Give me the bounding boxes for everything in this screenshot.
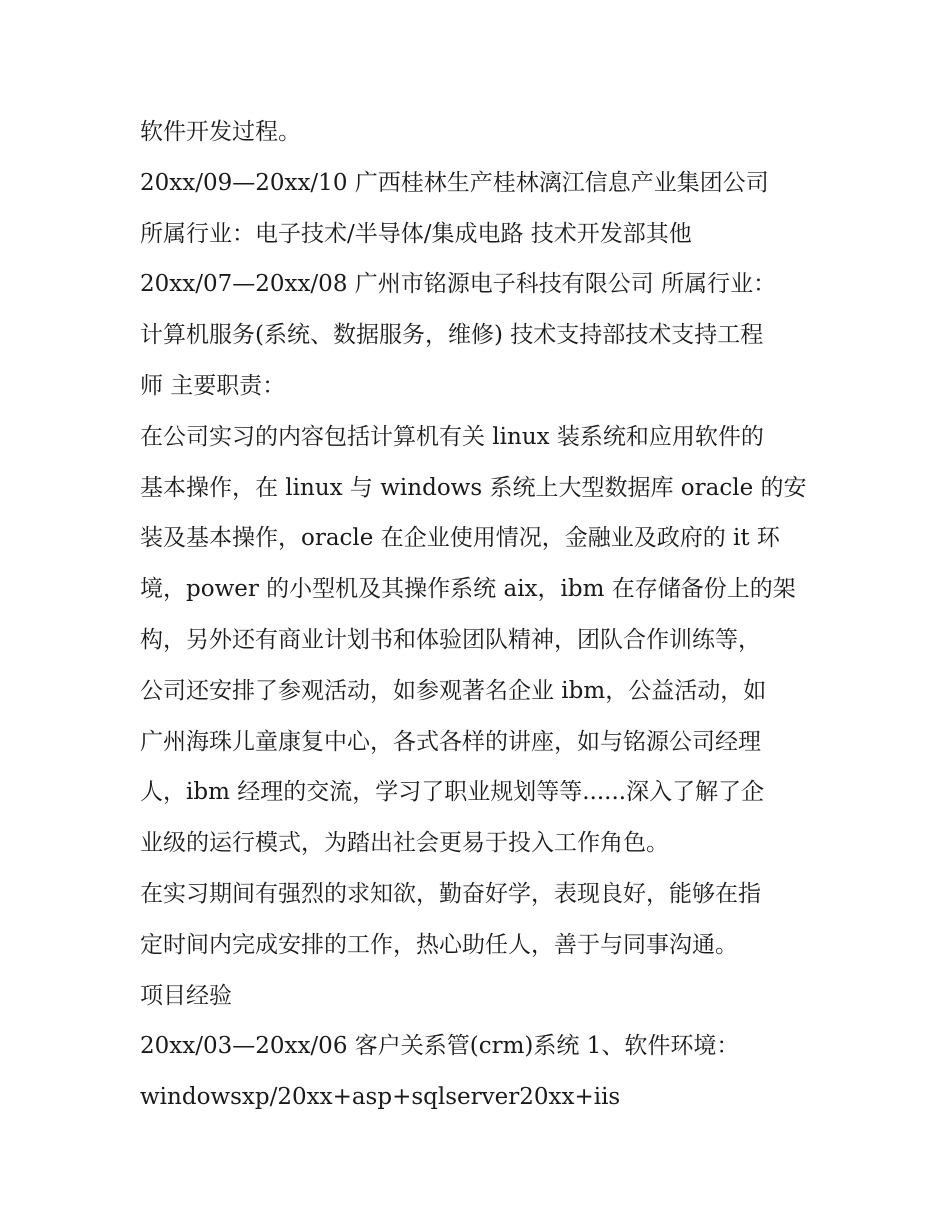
- text-line: windowsxp/20xx+asp+sqlserver20xx+iis: [140, 1084, 621, 1111]
- text-line: 在实习期间有强烈的求知欲，勤奋好学，表现良好，能够在指: [140, 880, 761, 907]
- text-line: 20xx/03—20xx/06 客户关系管(crm)系统 1、软件环境：: [140, 1033, 740, 1060]
- text-line: 人，ibm 经理的交流，学习了职业规划等等......深入了解了企: [140, 779, 765, 806]
- document-body: [140, 107, 820, 1123]
- text-line: 装及基本操作，oracle 在企业使用情况，金融业及政府的 it 环: [140, 525, 780, 552]
- text-line: 软件开发过程。: [140, 119, 301, 145]
- text-line: 构，另外还有商业计划书和体验团队精神，团队合作训练等，: [140, 626, 761, 653]
- text-line: 定时间内完成安排的工作，热心助任人，善于与同事沟通。: [140, 931, 738, 958]
- text-line: 基本操作，在 linux 与 windows 系统上大型数据库 oracle 的安: [140, 474, 807, 501]
- text-line: 师 主要职责：: [140, 372, 286, 399]
- text-line: 计算机服务(系统、数据服务，维修) 技术支持部技术支持工程: [140, 322, 764, 349]
- text-line: 广州海珠儿童康复中心，各式各样的讲座，如与铭源公司经理: [140, 728, 761, 755]
- text-line: 在公司实习的内容包括计算机有关 linux 装系统和应用软件的: [140, 423, 764, 450]
- text-line: 所属行业：电子技术/半导体/集成电路 技术开发部其他: [140, 220, 692, 247]
- section-heading: 项目经验: [140, 982, 232, 1009]
- text-line: 业级的运行模式，为踏出社会更易于投入工作角色。: [140, 830, 669, 857]
- text-line: 境，power 的小型机及其操作系统 aix，ibm 在存储备份上的架: [140, 576, 796, 603]
- text-line: 20xx/09—20xx/10 广西桂林生产桂林漓江信息产业集团公司: [140, 169, 769, 196]
- text-line: 20xx/07—20xx/08 广州市铭源电子科技有限公司 所属行业：: [140, 271, 777, 298]
- text-line: 公司还安排了参观活动，如参观著名企业 ibm，公益活动，如: [140, 677, 767, 704]
